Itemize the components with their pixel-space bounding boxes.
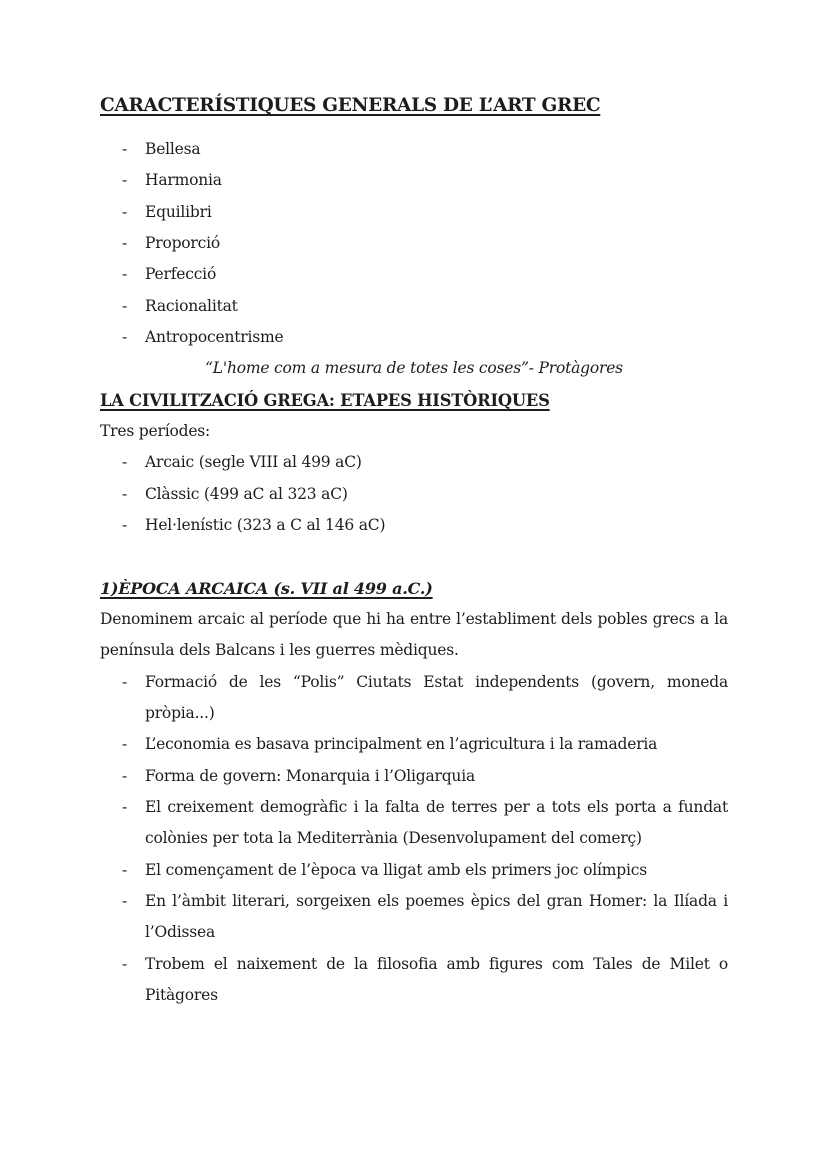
list-item-text: Forma de govern: Monarquia i l’Oligarquia (145, 766, 475, 785)
list-item-text: Perfecció (145, 265, 217, 284)
list-item (100, 761, 728, 792)
list-item-text: Harmonia (145, 171, 222, 190)
protagores-quote: “L'home com a mesura de totes les coses”- Protàgores (205, 359, 623, 378)
list-item-text: Equilibri (145, 202, 212, 221)
section-heading-civilitzacio: LA CIVILITZACIÓ GREGA: ETAPES HISTÒRIQUES (100, 390, 550, 410)
list-item (100, 228, 728, 259)
bullet-dash: - (122, 453, 128, 472)
bullet-dash: - (122, 265, 128, 284)
bullet-dash: - (122, 202, 128, 221)
arcaica-list (100, 667, 728, 1012)
list-item (100, 949, 728, 1012)
list-item-text: Antropocentrisme (145, 327, 284, 346)
list-item (100, 792, 728, 855)
list-item-text: En l’àmbit literari, sorgeixen els poemes èpics del gran Homer: la Ilíada i l’Odissea (145, 892, 728, 942)
periods-list (100, 447, 728, 541)
list-item (100, 197, 728, 228)
bullet-dash: - (122, 766, 128, 785)
bullet-dash: - (122, 860, 128, 879)
blank-line (100, 541, 728, 572)
list-item-text: El creixement demogràfic i la falta de terres per a tots els porta a fundat colònies per tota la Mediterrània (Desenvolupament del comerç) (145, 798, 728, 848)
list-item (100, 667, 728, 730)
bullet-dash: - (122, 798, 128, 817)
page-title: CARACTERÍSTIQUES GENERALS DE L’ART GREC (100, 95, 601, 116)
arcaica-paragraph: Denominem arcaic al període que hi ha entre l’establiment dels pobles grecs a la península dels Balcans i les guerres mèdiques. (100, 610, 728, 660)
list-item (100, 729, 728, 760)
list-item (100, 855, 728, 886)
list-item-text: El començament de l’època va lligat amb els primers joc olímpics (145, 860, 647, 879)
list-item (100, 134, 728, 165)
list-item-text: Trobem el naixement de la filosofia amb figures com Tales de Milet o Pitàgores (145, 954, 728, 1005)
list-item (100, 165, 728, 196)
list-item-text: Bellesa (145, 139, 201, 158)
periods-intro: Tres períodes: (100, 421, 211, 440)
list-item-text: Arcaic (segle VIII al 499 aC) (145, 453, 362, 472)
list-item-text: Formació de les “Polis” Ciutats Estat independents (govern, moneda pròpia...) (145, 672, 728, 723)
bullet-dash: - (122, 484, 128, 503)
bullet-dash: - (122, 233, 128, 252)
list-item (100, 322, 728, 353)
bullet-dash: - (122, 139, 128, 158)
list-item (100, 447, 728, 478)
list-item (100, 886, 728, 949)
characteristics-list (100, 134, 728, 353)
section-heading-epoca-arcaica: 1)ÈPOCA ARCAICA (s. VII al 499 a.C.) (100, 578, 433, 598)
list-item (100, 259, 728, 290)
list-item-text: L’economia es basava principalment en l’agricultura i la ramaderia (145, 735, 658, 754)
bullet-dash: - (122, 515, 128, 534)
list-item (100, 479, 728, 510)
bullet-dash: - (122, 892, 128, 911)
bullet-dash: - (122, 171, 128, 190)
bullet-dash: - (122, 296, 128, 315)
list-item-text: Proporció (145, 233, 221, 252)
list-item (100, 510, 728, 541)
bullet-dash: - (122, 954, 128, 973)
list-item (100, 291, 728, 322)
list-item-text: Clàssic (499 aC al 323 aC) (145, 484, 348, 503)
bullet-dash: - (122, 327, 128, 346)
bullet-dash: - (122, 672, 128, 691)
list-item-text: Hel·lenístic (323 a C al 146 aC) (145, 515, 386, 534)
list-item-text: Racionalitat (145, 296, 238, 315)
bullet-dash: - (122, 735, 128, 754)
